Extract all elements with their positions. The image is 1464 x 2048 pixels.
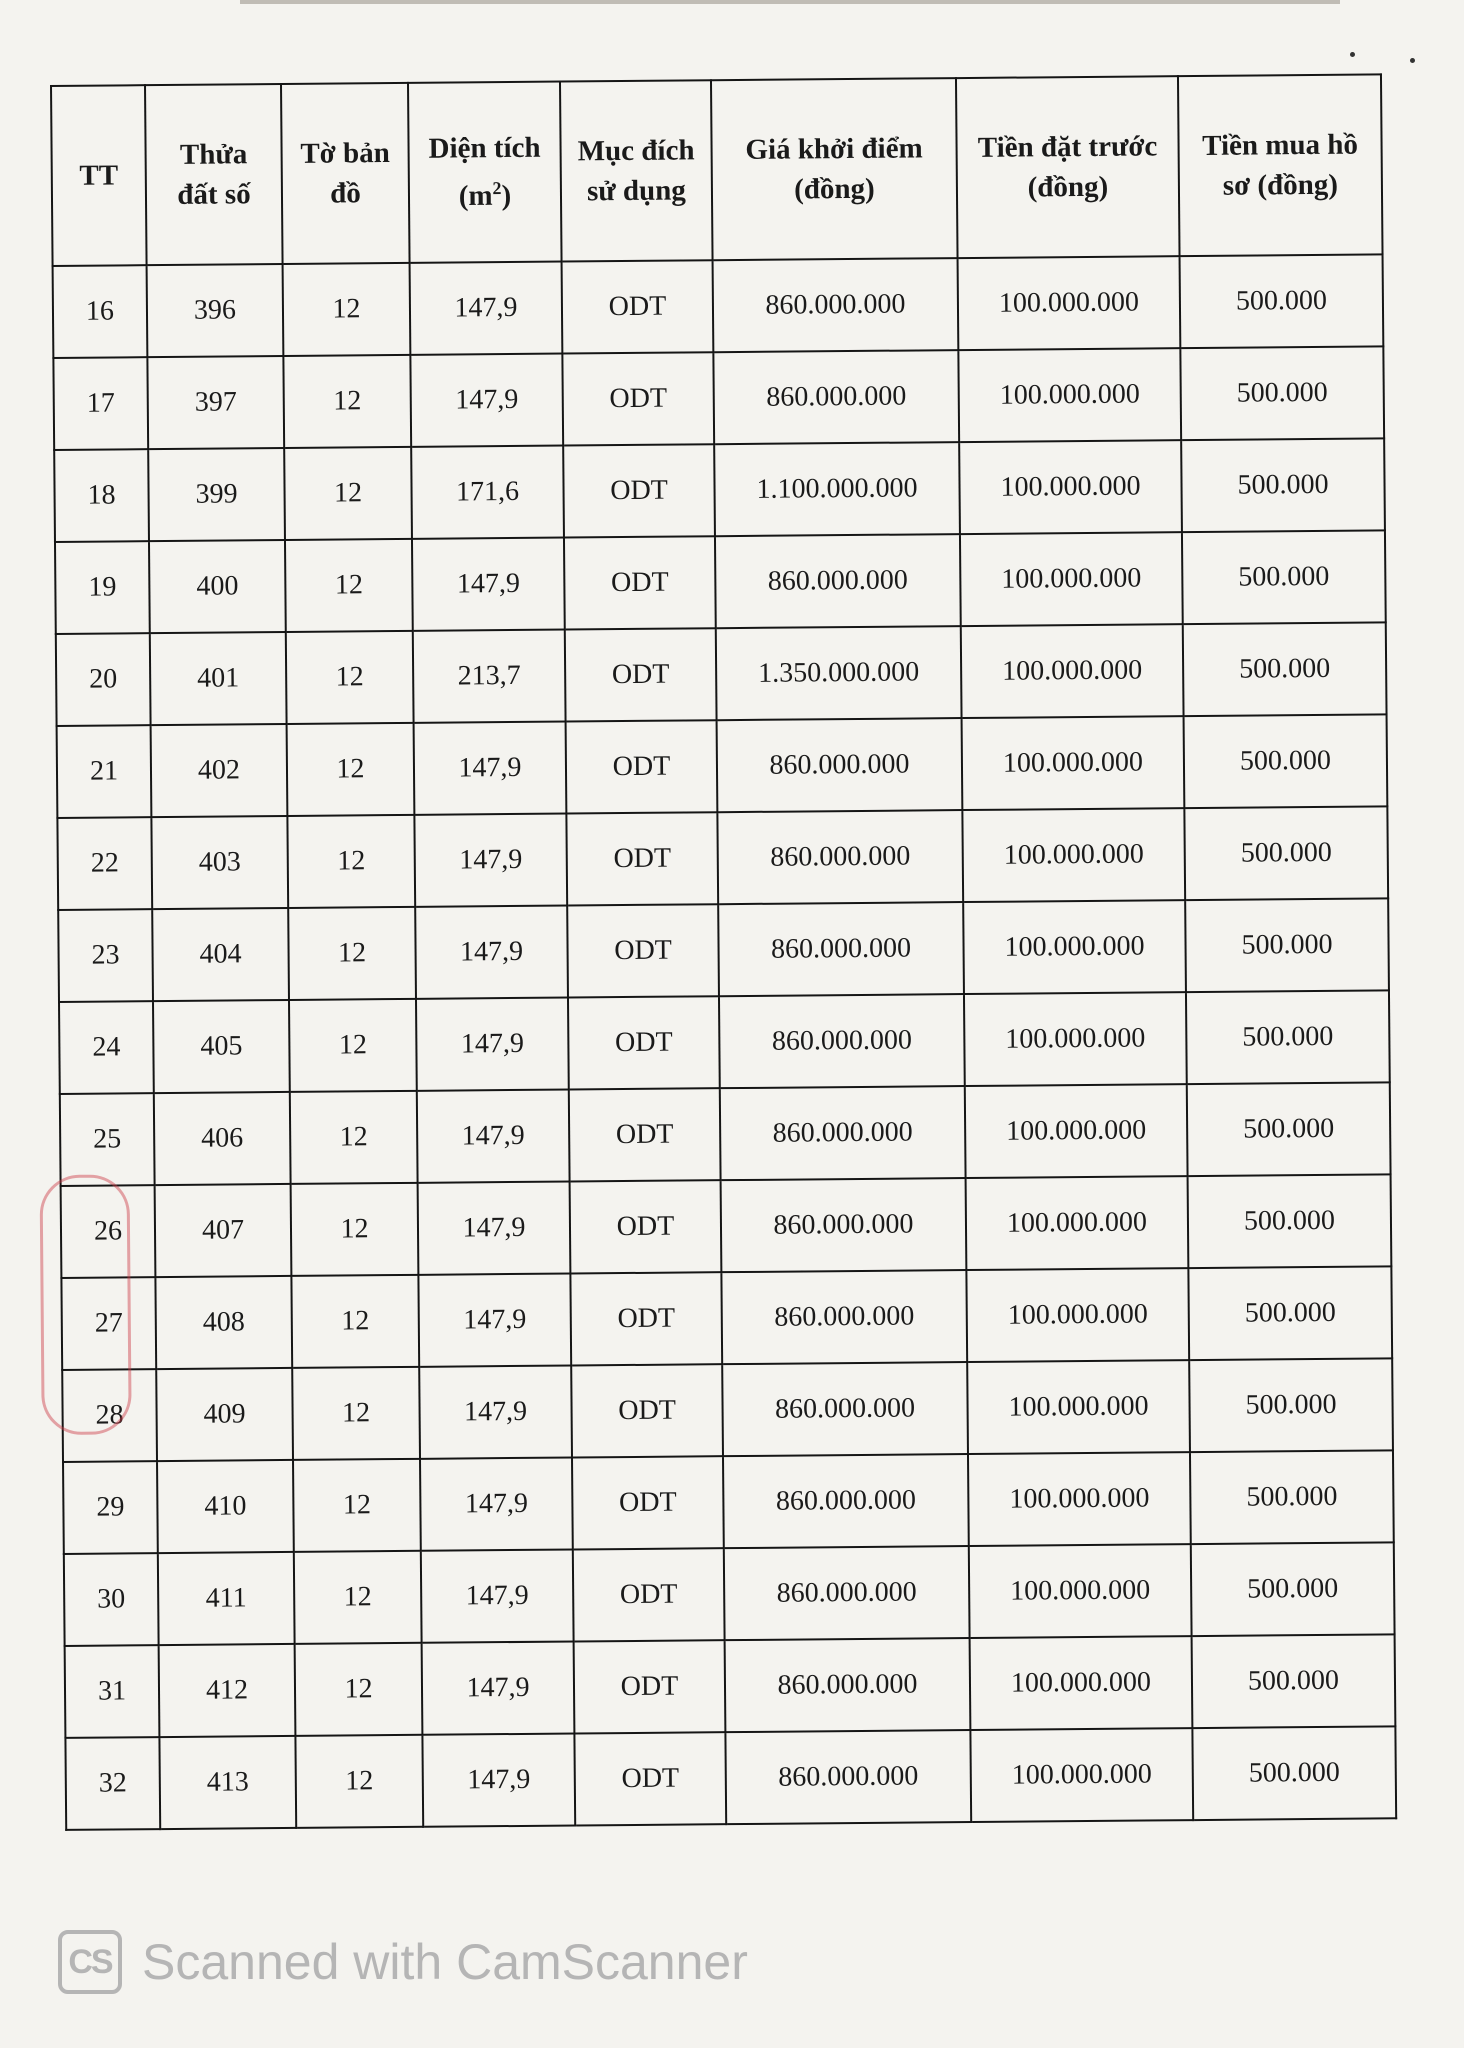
header-thua-dat-line2: đất số	[177, 178, 251, 211]
cell-tt: 27	[61, 1277, 156, 1370]
cell-dien-tich: 147,9	[414, 722, 567, 815]
cell-gia-khoi-diem: 860.000.000	[723, 1454, 969, 1548]
table-body	[53, 254, 1397, 1830]
cell-dien-tich: 147,9	[415, 906, 568, 999]
cell-tt: 28	[62, 1369, 157, 1462]
red-stamp-seal	[40, 1174, 132, 1435]
cell-to-ban-do: 12	[291, 1183, 419, 1276]
cell-thua-dat: 404	[152, 908, 289, 1001]
header-tien-mua-ho-so-line1: Tiền mua hồ	[1202, 128, 1359, 162]
land-auction-table	[50, 73, 1397, 1831]
header-tien-dat-truoc-line1: Tiền đặt trước	[977, 130, 1158, 164]
cell-muc-dich: ODT	[570, 1180, 722, 1273]
cell-dien-tich: 171,6	[411, 446, 564, 539]
cell-thua-dat: 399	[148, 448, 285, 541]
cell-tt: 18	[54, 449, 149, 542]
cell-thua-dat: 402	[151, 724, 288, 817]
header-thua-dat	[145, 84, 283, 265]
cell-muc-dich: ODT	[574, 1732, 726, 1825]
cell-muc-dich: ODT	[571, 1364, 723, 1457]
table-row	[61, 1266, 1392, 1370]
cell-tien-mua-ho-so: 500.000	[1190, 1450, 1394, 1544]
cell-tien-dat-truoc: 100.000.000	[967, 1360, 1190, 1454]
header-to-ban-do-line1: Tờ bản	[300, 137, 390, 170]
table-row	[56, 622, 1387, 726]
table-row	[58, 898, 1389, 1002]
cell-tien-mua-ho-so: 500.000	[1191, 1542, 1395, 1636]
cell-tien-dat-truoc: 100.000.000	[966, 1268, 1189, 1362]
cell-tien-dat-truoc: 100.000.000	[969, 1544, 1192, 1638]
cell-gia-khoi-diem: 860.000.000	[725, 1730, 971, 1824]
cell-tien-dat-truoc: 100.000.000	[968, 1452, 1191, 1546]
cell-muc-dich: ODT	[567, 904, 719, 997]
table-row	[64, 1542, 1395, 1646]
cell-tien-dat-truoc: 100.000.000	[958, 348, 1181, 442]
cell-gia-khoi-diem: 860.000.000	[721, 1178, 967, 1272]
cell-to-ban-do: 12	[287, 815, 415, 908]
cell-muc-dich: ODT	[570, 1272, 722, 1365]
cell-tien-dat-truoc: 100.000.000	[963, 900, 1186, 994]
table-row	[65, 1726, 1396, 1830]
header-tien-mua-ho-so-line2: sơ (đồng)	[1222, 168, 1339, 202]
header-thua-dat-line1: Thửa	[179, 138, 248, 171]
cell-tien-dat-truoc: 100.000.000	[962, 716, 1185, 810]
header-tt-label: TT	[79, 159, 119, 192]
table-row	[62, 1358, 1393, 1462]
cell-muc-dich: ODT	[562, 352, 714, 445]
cell-tien-mua-ho-so: 500.000	[1184, 806, 1388, 900]
cell-to-ban-do: 12	[295, 1735, 423, 1828]
cell-to-ban-do: 12	[288, 907, 416, 1000]
header-gia-khoi-diem	[711, 78, 958, 260]
header-dien-tich	[408, 82, 562, 263]
cell-to-ban-do: 12	[290, 1091, 418, 1184]
header-gia-khoi-diem-line1: Giá khởi điểm	[745, 132, 923, 166]
cell-dien-tich: 147,9	[410, 354, 563, 447]
header-dien-tich-unit: (m	[458, 179, 493, 213]
cell-tt: 21	[57, 725, 152, 818]
cell-tt: 31	[65, 1645, 160, 1738]
cell-tt: 17	[53, 357, 148, 450]
cell-muc-dich: ODT	[566, 720, 718, 813]
cell-thua-dat: 408	[155, 1276, 292, 1369]
cell-gia-khoi-diem: 860.000.000	[725, 1638, 971, 1732]
cell-tien-dat-truoc: 100.000.000	[964, 992, 1187, 1086]
cell-tt: 20	[56, 633, 151, 726]
cell-tien-dat-truoc: 100.000.000	[959, 440, 1182, 534]
cell-thua-dat: 409	[156, 1368, 293, 1461]
cell-tien-dat-truoc: 100.000.000	[966, 1176, 1189, 1270]
cell-gia-khoi-diem: 860.000.000	[719, 994, 965, 1088]
cell-dien-tich: 213,7	[413, 630, 566, 723]
cell-tien-dat-truoc: 100.000.000	[970, 1636, 1193, 1730]
cell-to-ban-do: 12	[283, 355, 411, 448]
table-row	[63, 1450, 1394, 1554]
table-row	[60, 1082, 1391, 1186]
header-gia-khoi-diem-line2: (đồng)	[794, 172, 875, 206]
cell-muc-dich: ODT	[574, 1640, 726, 1733]
cell-dien-tich: 147,9	[414, 814, 567, 907]
cell-tt: 19	[55, 541, 150, 634]
cell-tien-mua-ho-so: 500.000	[1192, 1726, 1396, 1820]
cell-thua-dat: 396	[147, 264, 284, 357]
scan-speck	[1350, 52, 1355, 57]
cell-tt: 23	[58, 909, 153, 1002]
cell-gia-khoi-diem: 860.000.000	[715, 534, 961, 628]
camscanner-watermark	[58, 1930, 748, 1994]
cell-to-ban-do: 12	[291, 1275, 419, 1368]
document-table-container	[50, 73, 1395, 1831]
cell-thua-dat: 401	[150, 632, 287, 725]
cell-tien-mua-ho-so: 500.000	[1180, 346, 1384, 440]
cell-tien-mua-ho-so: 500.000	[1182, 530, 1386, 624]
header-tien-dat-truoc	[956, 76, 1180, 258]
cell-tt: 32	[65, 1737, 160, 1830]
cell-dien-tich: 147,9	[420, 1457, 573, 1550]
table-row	[61, 1174, 1392, 1278]
cell-dien-tich: 147,9	[418, 1274, 571, 1367]
cell-thua-dat: 397	[147, 356, 284, 449]
cell-to-ban-do: 12	[284, 447, 412, 540]
header-muc-dich	[560, 80, 713, 261]
cell-to-ban-do: 12	[293, 1459, 421, 1552]
table-row	[53, 254, 1384, 358]
cell-dien-tich: 147,9	[422, 1733, 575, 1826]
cell-gia-khoi-diem: 860.000.000	[717, 718, 963, 812]
cell-tt: 24	[59, 1001, 154, 1094]
cell-dien-tich: 147,9	[417, 1090, 570, 1183]
table-row	[57, 714, 1388, 818]
cell-tien-mua-ho-so: 500.000	[1185, 898, 1389, 992]
cell-muc-dich: ODT	[569, 1088, 721, 1181]
cell-thua-dat: 412	[159, 1644, 296, 1737]
cell-tt: 26	[61, 1185, 156, 1278]
cell-tt: 25	[60, 1093, 155, 1186]
cell-muc-dich: ODT	[565, 628, 717, 721]
camscanner-logo-icon: CS	[58, 1930, 122, 1994]
table-row	[59, 990, 1390, 1094]
cell-gia-khoi-diem: 860.000.000	[721, 1270, 967, 1364]
cell-dien-tich: 147,9	[416, 998, 569, 1091]
cell-thua-dat: 410	[157, 1460, 294, 1553]
cell-thua-dat: 405	[153, 1000, 290, 1093]
header-tien-mua-ho-so	[1178, 74, 1383, 256]
header-tien-dat-truoc-line2: (đồng)	[1027, 170, 1109, 204]
cell-tt: 30	[64, 1553, 159, 1646]
cell-gia-khoi-diem: 860.000.000	[713, 350, 959, 444]
cell-tien-dat-truoc: 100.000.000	[961, 624, 1184, 718]
cell-tien-dat-truoc: 100.000.000	[962, 808, 1185, 902]
cell-thua-dat: 403	[151, 816, 288, 909]
cell-gia-khoi-diem: 1.100.000.000	[714, 442, 960, 536]
cell-to-ban-do: 12	[283, 263, 411, 356]
cell-tt: 22	[57, 817, 152, 910]
cell-dien-tich: 147,9	[418, 1182, 571, 1275]
cell-tien-dat-truoc: 100.000.000	[958, 256, 1181, 350]
cell-tien-mua-ho-so: 500.000	[1192, 1634, 1396, 1728]
cell-dien-tich: 147,9	[412, 538, 565, 631]
page-top-edge	[240, 0, 1340, 4]
cell-to-ban-do: 12	[289, 999, 417, 1092]
cell-gia-khoi-diem: 860.000.000	[717, 810, 963, 904]
cell-to-ban-do: 12	[294, 1551, 422, 1644]
cell-muc-dich: ODT	[566, 812, 718, 905]
cell-muc-dich: ODT	[564, 536, 716, 629]
table-row	[53, 346, 1384, 450]
cell-thua-dat: 413	[159, 1736, 296, 1829]
cell-tien-mua-ho-so: 500.000	[1189, 1358, 1393, 1452]
cell-tien-mua-ho-so: 500.000	[1186, 990, 1390, 1084]
cell-to-ban-do: 12	[287, 723, 415, 816]
table-row	[57, 806, 1388, 910]
header-dien-tich-line1: Diện tích	[428, 131, 541, 165]
table-row	[55, 530, 1386, 634]
cell-muc-dich: ODT	[572, 1456, 724, 1549]
cell-tt: 29	[63, 1461, 158, 1554]
cell-muc-dich: ODT	[563, 444, 715, 537]
cell-dien-tich: 147,9	[410, 262, 563, 355]
header-dien-tich-line2	[410, 168, 560, 217]
cell-tien-mua-ho-so: 500.000	[1181, 438, 1385, 532]
cell-gia-khoi-diem: 860.000.000	[724, 1546, 970, 1640]
cell-tt: 16	[53, 265, 148, 358]
header-dien-tich-close: )	[501, 179, 512, 212]
cell-gia-khoi-diem: 860.000.000	[718, 902, 964, 996]
cell-thua-dat: 400	[149, 540, 286, 633]
cell-gia-khoi-diem: 860.000.000	[720, 1086, 966, 1180]
cell-tien-mua-ho-so: 500.000	[1180, 254, 1384, 348]
cell-tien-mua-ho-so: 500.000	[1188, 1174, 1392, 1268]
cell-tien-dat-truoc: 100.000.000	[960, 532, 1183, 626]
cell-gia-khoi-diem: 860.000.000	[713, 258, 959, 352]
table-row	[54, 438, 1385, 542]
header-tt	[51, 85, 147, 266]
cell-tien-dat-truoc: 100.000.000	[965, 1084, 1188, 1178]
header-to-ban-do-line2: đồ	[329, 177, 361, 210]
cell-muc-dich: ODT	[562, 260, 714, 353]
cell-thua-dat: 411	[158, 1552, 295, 1645]
cell-dien-tich: 147,9	[421, 1549, 574, 1642]
cell-muc-dich: ODT	[573, 1548, 725, 1641]
scan-speck	[1410, 58, 1415, 63]
cell-to-ban-do: 12	[295, 1643, 423, 1736]
cell-tien-mua-ho-so: 500.000	[1188, 1266, 1392, 1360]
cell-thua-dat: 407	[155, 1184, 292, 1277]
table-row	[65, 1634, 1396, 1738]
cell-to-ban-do: 12	[292, 1367, 420, 1460]
cell-dien-tich: 147,9	[422, 1641, 575, 1734]
camscanner-text: Scanned with CamScanner	[142, 1934, 748, 1990]
cell-to-ban-do: 12	[286, 631, 414, 724]
cell-tien-mua-ho-so: 500.000	[1187, 1082, 1391, 1176]
cell-tien-dat-truoc: 100.000.000	[970, 1728, 1193, 1822]
table-header	[51, 74, 1383, 266]
cell-gia-khoi-diem: 860.000.000	[722, 1362, 968, 1456]
header-muc-dich-line1: Mục đích	[577, 134, 695, 168]
cell-tien-mua-ho-so: 500.000	[1183, 622, 1387, 716]
cell-dien-tich: 147,9	[419, 1366, 572, 1459]
cell-muc-dich: ODT	[568, 996, 720, 1089]
header-row	[51, 74, 1383, 266]
cell-tien-mua-ho-so: 500.000	[1184, 714, 1388, 808]
header-muc-dich-line2: sử dụng	[586, 174, 686, 208]
cell-gia-khoi-diem: 1.350.000.000	[716, 626, 962, 720]
header-to-ban-do	[281, 83, 410, 264]
cell-thua-dat: 406	[154, 1092, 291, 1185]
header-dien-tich-sup: 2	[492, 178, 502, 199]
cell-to-ban-do: 12	[285, 539, 413, 632]
